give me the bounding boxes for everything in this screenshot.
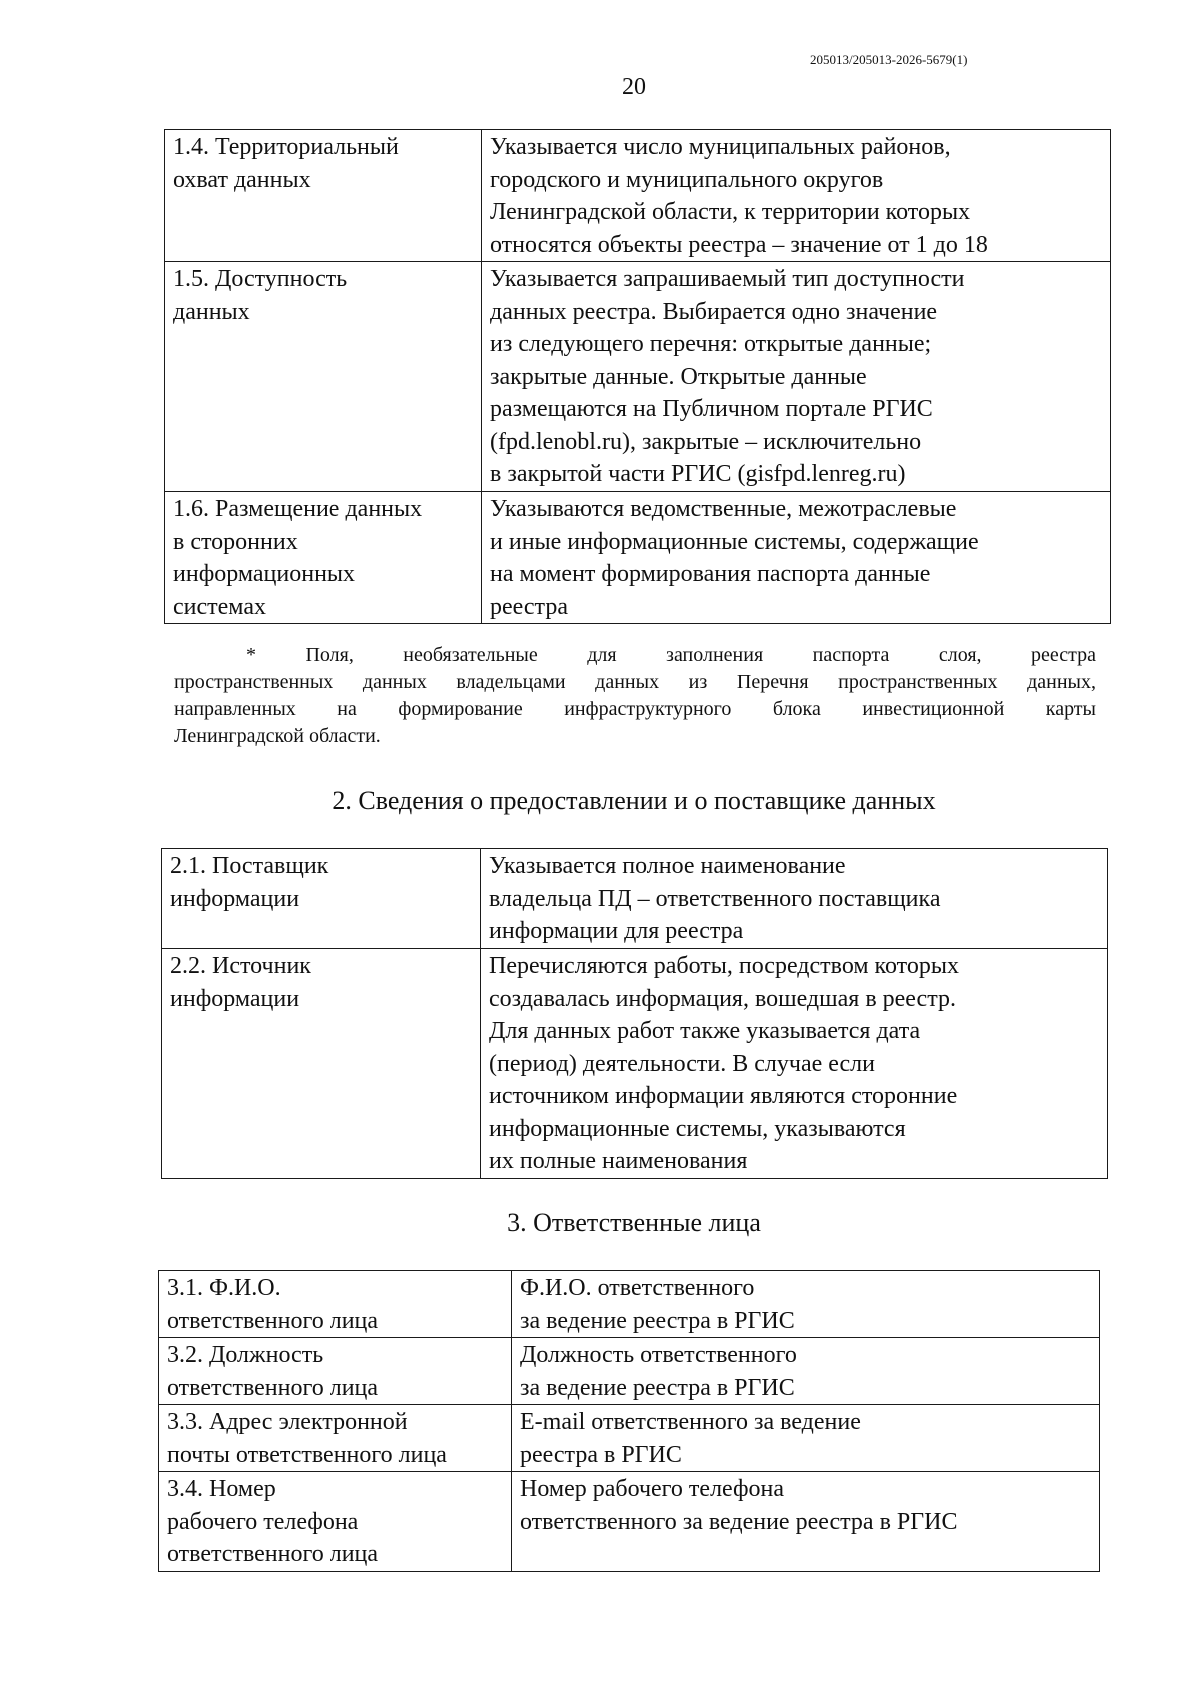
field-description: E-mail ответственного за ведение xyxy=(520,1409,861,1435)
footnote-line: Ленинградской области. xyxy=(174,725,381,747)
field-label: 2.1. Поставщик xyxy=(170,853,329,879)
field-description: Перечисляются работы, посредством которых xyxy=(489,953,959,979)
field-description-cell xyxy=(512,1271,1100,1338)
field-description: и иные информационные системы, содержащие xyxy=(490,528,979,555)
footnote xyxy=(174,642,1096,750)
table-row xyxy=(165,262,1111,492)
field-description-cell xyxy=(512,1405,1100,1472)
field-description: их полные наименования xyxy=(489,1148,748,1174)
table-row xyxy=(162,849,1108,949)
field-label: информационных xyxy=(173,561,356,587)
field-description: информационные системы, указываются xyxy=(489,1115,906,1142)
field-description: Ф.И.О. ответственного xyxy=(520,1275,755,1301)
field-label-cell xyxy=(162,949,481,1179)
field-description-cell xyxy=(482,262,1111,492)
field-label: 1.6. Размещение данных xyxy=(173,496,423,522)
field-description: данных реестра. Выбирается одно значение xyxy=(490,298,938,325)
field-description: Указываются ведомственные, межотраслевые xyxy=(490,496,957,522)
section-heading: 3. Ответственные лица xyxy=(507,1208,761,1237)
field-description: в закрытой части РГИС (gisfpd.lenreg.ru) xyxy=(490,461,906,487)
table-row xyxy=(165,130,1111,262)
field-label: 1.4. Территориальный xyxy=(173,134,399,160)
field-description: из следующего перечня: открытые данные; xyxy=(490,331,932,357)
field-description: Номер рабочего телефона xyxy=(520,1476,785,1502)
field-label-cell xyxy=(159,1338,512,1405)
table-row xyxy=(159,1338,1100,1405)
field-label-cell xyxy=(159,1472,512,1572)
field-description-cell xyxy=(512,1338,1100,1405)
field-description: владельца ПД – ответственного поставщика xyxy=(489,885,941,912)
field-label: информации xyxy=(170,985,300,1012)
table-row xyxy=(159,1405,1100,1472)
table-row xyxy=(165,492,1111,624)
field-label-cell xyxy=(159,1405,512,1472)
field-description-cell xyxy=(481,949,1108,1179)
field-label: системах xyxy=(173,593,266,620)
field-label: почты ответственного лица xyxy=(167,1441,447,1468)
field-label-cell xyxy=(165,492,482,624)
field-description: информации для реестра xyxy=(489,918,744,944)
data-provider-table xyxy=(161,848,1108,1179)
field-description: Ленинградской области, к территории которых xyxy=(490,199,971,225)
field-description: источником информации являются сторонние xyxy=(489,1083,958,1109)
field-label-cell xyxy=(165,130,482,262)
field-label: 3.4. Номер xyxy=(167,1476,276,1502)
field-description: реестра xyxy=(490,593,568,620)
field-description: Указывается полное наименование xyxy=(489,853,846,879)
field-description: (период) деятельности. В случае если xyxy=(489,1050,875,1077)
field-description: за ведение реестра в РГИС xyxy=(520,1374,795,1401)
field-description: создавалась информация, вошедшая в реестр. xyxy=(489,985,956,1012)
field-description-cell xyxy=(481,849,1108,949)
field-label: 1.5. Доступность xyxy=(173,266,348,292)
field-description-cell xyxy=(512,1472,1100,1572)
field-description: закрытые данные. Открытые данные xyxy=(490,363,867,390)
field-description: (fpd.lenobl.ru), закрытые – исключительно xyxy=(490,428,922,455)
field-description: на момент формирования паспорта данные xyxy=(490,561,931,587)
field-label: в сторонних xyxy=(173,528,298,555)
field-label: информации xyxy=(170,885,300,912)
field-label-cell xyxy=(162,849,481,949)
field-description: Указывается число муниципальных районов, xyxy=(490,134,951,160)
field-description: ответственного за ведение реестра в РГИС xyxy=(520,1508,958,1535)
field-description: за ведение реестра в РГИС xyxy=(520,1307,795,1334)
field-description: размещаются на Публичном портале РГИС xyxy=(490,396,933,422)
field-label: ответственного лица xyxy=(167,1307,379,1334)
field-description: Для данных работ также указывается дата xyxy=(489,1018,921,1044)
field-label: охват данных xyxy=(173,166,311,193)
table-row xyxy=(159,1472,1100,1572)
field-label-cell xyxy=(159,1271,512,1338)
field-description: реестра в РГИС xyxy=(520,1441,682,1468)
field-label: ответственного лица xyxy=(167,1541,379,1567)
section-heading: 2. Сведения о предоставлении и о поставщике данных xyxy=(332,786,936,815)
field-label: ответственного лица xyxy=(167,1374,379,1401)
passport-fields-table xyxy=(164,129,1111,624)
field-description: Указывается запрашиваемый тип доступности xyxy=(490,266,965,292)
table-row xyxy=(159,1271,1100,1338)
footnote-line: * Поля, необязательные для заполнения паспорта слоя, реестра xyxy=(246,644,1096,666)
field-label: данных xyxy=(173,298,250,325)
field-description: Должность ответственного xyxy=(520,1342,797,1368)
field-description: городского и муниципального округов xyxy=(490,166,884,193)
field-description: относятся объекты реестра – значение от 1 до 18 xyxy=(490,231,988,258)
field-description-cell xyxy=(482,492,1111,624)
field-label-cell xyxy=(165,262,482,492)
field-label: рабочего телефона xyxy=(167,1508,359,1535)
footnote-line: направленных на формирование инфраструктурного блока инвестиционной карты xyxy=(174,698,1096,720)
table-row xyxy=(162,949,1108,1179)
footnote-line: пространственных данных владельцами данных из Перечня пространственных данных, xyxy=(174,671,1096,693)
document-registration-number: 205013/205013-2026-5679(1) xyxy=(810,52,968,67)
responsible-persons-table xyxy=(158,1270,1100,1572)
field-label: 2.2. Источник xyxy=(170,953,311,979)
field-label: 3.1. Ф.И.О. xyxy=(167,1275,281,1301)
field-description-cell xyxy=(482,130,1111,262)
field-label: 3.2. Должность xyxy=(167,1342,324,1368)
field-label: 3.3. Адрес электронной xyxy=(167,1409,408,1435)
page-number: 20 xyxy=(622,74,646,100)
